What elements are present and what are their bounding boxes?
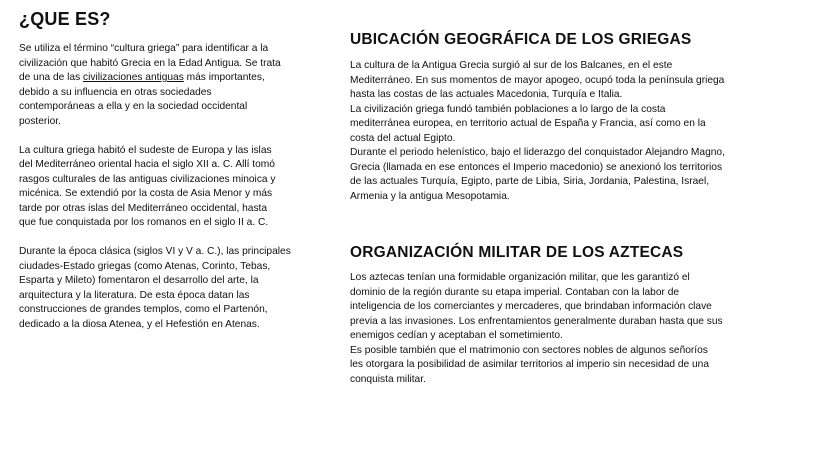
- text-line: debido a su influencia en otras sociedades: [19, 86, 212, 98]
- text-line: enemigos cedían y aceptaban el sometimiento.: [350, 330, 563, 341]
- text-line: Grecia (llamada en ese entonces el Imperio macedonio) se anexionó los territorios: [350, 161, 723, 173]
- text-line: que fue conquistada por los romanos en el siglo II a. C.: [19, 217, 269, 228]
- text-line: contemporáneas a ella y en la sociedad occidental: [19, 101, 248, 112]
- text-line: dedicado a la diosa Atenea, y el Hefestión en Atenas.: [19, 318, 260, 330]
- text-line: arquitectura y la literatura. De esta época datan las: [19, 289, 250, 301]
- text-line: del Mediterráneo oriental hacia el siglo XII a. C. Allí tomó: [19, 159, 275, 170]
- paragraph: [19, 245, 291, 332]
- text-line: Durante la época clásica (siglos VI y V a. C.), las principales: [19, 246, 291, 257]
- text-line: previa a las invasiones. Los enfrentamientos generalmente duraban hasta que sus: [350, 315, 723, 327]
- text-line: Armenia y la antigua Mesopotamia.: [350, 190, 510, 202]
- text-line: rasgos culturales de las antiguas civilizaciones minoica y: [19, 173, 276, 185]
- text-line: Se utiliza el término “cultura griega” para identificar a la: [19, 43, 269, 54]
- ubicacion-body: [350, 59, 725, 204]
- text-line: dominio de la región durante su etapa imperial. Contaban con la labor de: [350, 286, 680, 298]
- que-es-heading: ¿QUE ES?: [19, 9, 111, 29]
- ubicacion-heading: UBICACIÓN GEOGRÁFICA DE LOS GRIEGAS: [350, 31, 692, 48]
- text-line: costa del actual Egipto.: [350, 132, 456, 144]
- text-line: construcciones de grandes templos, como el Partenón,: [19, 304, 268, 315]
- text-line: Durante el periodo helenístico, bajo el liderazgo del conquistador Alejandro Magno,: [350, 147, 725, 158]
- text-line: Es posible también que el matrimonio con sectores nobles de algunos señoríos: [350, 344, 708, 356]
- text-line: hasta las costas de las actuales Macedonia, Turquía e Italia.: [350, 89, 623, 100]
- text-line: les otorgara la posibilidad de asimilar territorios al imperio sin necesidad de una: [350, 359, 710, 370]
- que-es-body: [19, 42, 291, 347]
- text-line: La civilización griega fundó también poblaciones a lo largo de la costa: [350, 103, 666, 115]
- text-segment: de una de las: [19, 72, 84, 83]
- text-line: ciudades-Estado griegas (como Atenas, Corinto, Tebas,: [19, 260, 271, 272]
- text-line: mediterránea europea, en territorio actual de España y Francia, así como en la: [350, 118, 706, 129]
- text-line: Esparta y Mileto) fomentaron el desarrollo del arte, la: [19, 275, 259, 286]
- text-line: posterior.: [19, 115, 61, 127]
- text-line: [19, 71, 291, 86]
- militar-heading: ORGANIZACIÓN MILITAR DE LOS AZTECAS: [350, 244, 684, 261]
- text-line: tarde por otras islas del Mediterráneo occidental, hasta: [19, 202, 268, 214]
- text-segment: más importantes,: [183, 72, 265, 83]
- text-line: civilización que habitó Grecia en la Edad Antigua. Se trata: [19, 57, 281, 69]
- text-line: Mediterráneo. En sus momentos de mayor apogeo, ocupó toda la península griega: [350, 74, 725, 86]
- text-line: Los aztecas tenían una formidable organización militar, que les garantizó el: [350, 272, 690, 283]
- civilizaciones-antiguas-link[interactable]: civilizaciones antiguas: [83, 72, 184, 83]
- text-line: conquista militar.: [350, 373, 426, 385]
- text-line: de las actuales Turquía, Egipto, parte de Libia, Siria, Jordania, Palestina, Israel,: [350, 176, 710, 187]
- text-line: inteligencia de los comerciantes y mercaderes, que brindaban información clave: [350, 301, 712, 312]
- text-line: micénica. Se extendió por la costa de Asia Menor y más: [19, 188, 273, 199]
- militar-body: [350, 271, 723, 387]
- text-line: La cultura griega habitó el sudeste de Europa y las islas: [19, 144, 272, 156]
- paragraph: [19, 42, 291, 129]
- text-line: La cultura de la Antigua Grecia surgió al sur de los Balcanes, en el este: [350, 60, 673, 71]
- paragraph: [19, 144, 291, 231]
